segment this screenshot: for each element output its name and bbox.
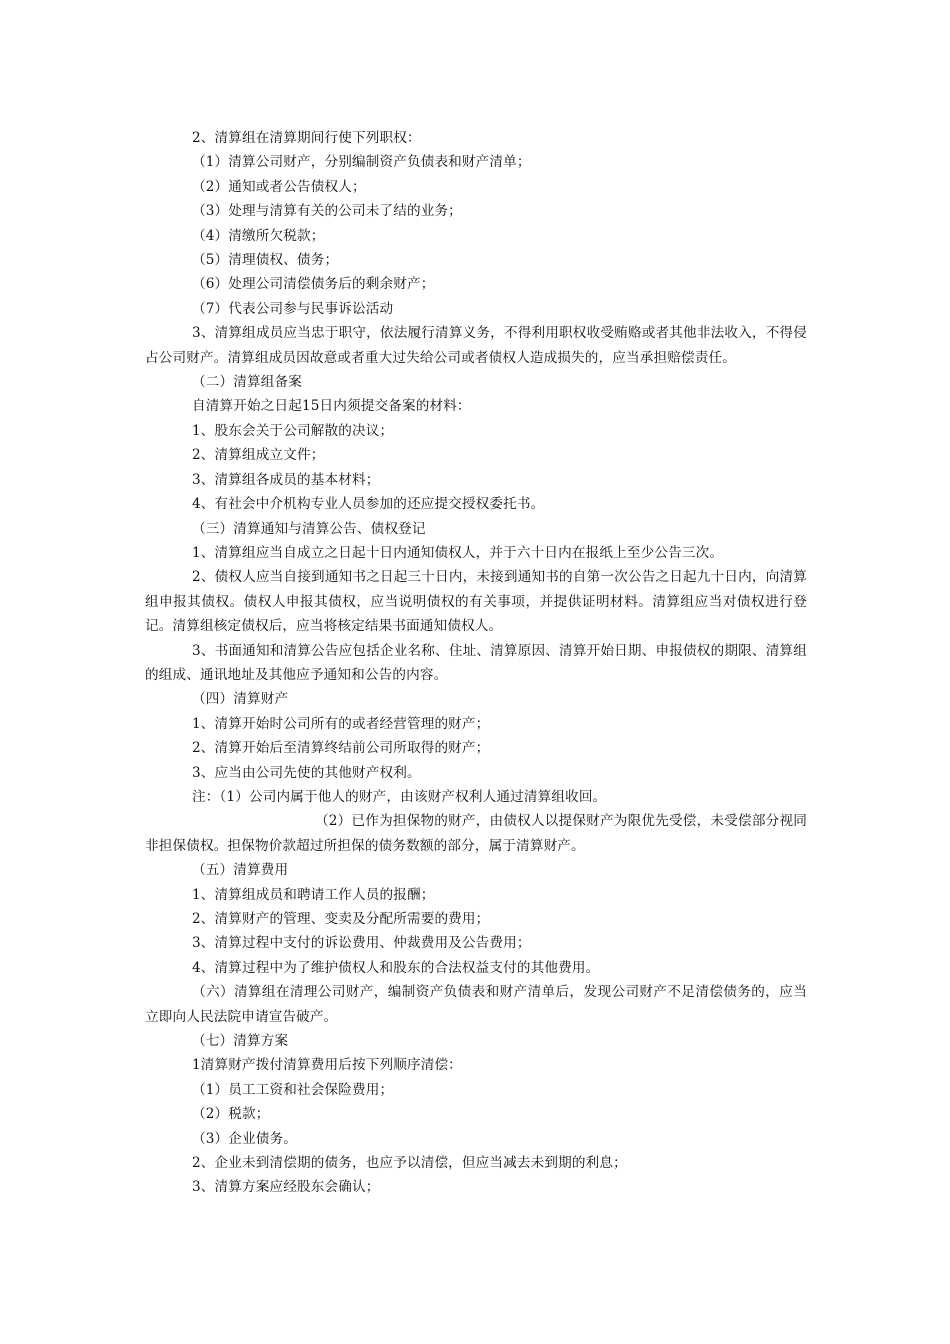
- list-item: 2、清算开始后至清算终结前公司所取得的财产；: [192, 740, 490, 757]
- section-heading: （二）清算组备案: [192, 374, 302, 391]
- section-heading: （三）清算通知与清算公告、债权登记: [192, 520, 426, 537]
- list-item: （2）通知或者公告债权人；: [192, 178, 366, 195]
- list-item: （4）清缴所欠税款；: [192, 227, 325, 244]
- paragraph: （六）清算组在清理公司财产，编制资产负债表和财产清单后，发现公司财产不足清偿债务的，应当立即向人民法院申请宣告破产。: [145, 984, 807, 1025]
- paragraph: 自清算开始之日起15日内须提交备案的材料：: [192, 398, 471, 415]
- list-item: 1、清算开始时公司所有的或者经营管理的财产；: [192, 715, 490, 732]
- list-item: （6）处理公司清偿债务后的剩余财产；: [192, 276, 435, 293]
- list-item: （1）清算公司财产，分别编制资产负债表和财产清单；: [192, 154, 531, 171]
- paragraph: 1清算财产拨付清算费用后按下列顺序清偿：: [192, 1057, 462, 1074]
- paragraph: 1、清算组应当自成立之日起十日内通知债权人，并于六十日内在报纸上至少公告三次。: [192, 544, 724, 561]
- list-item: 3、清算过程中支付的诉讼费用、仲裁费用及公告费用；: [192, 935, 531, 952]
- list-item: 2、清算组成立文件；: [192, 447, 325, 464]
- list-item: （1）员工工资和社会保险费用；: [192, 1081, 394, 1098]
- list-item: 3、应当由公司先使的其他财产权利。: [192, 764, 421, 781]
- list-item: 1、股东会关于公司解散的决议；: [192, 422, 394, 439]
- section-heading: （七）清算方案: [192, 1033, 289, 1050]
- list-item: （7）代表公司参与民事诉讼活动: [192, 300, 394, 317]
- list-item: 4、清算过程中为了维护债权人和股东的合法权益支付的其他费用。: [192, 959, 600, 976]
- note-continuation: （2）已作为担保物的财产，由债权人以提保财产为限优先受偿，未受偿部分视同非担保债权。担保物价款超过所担保的债务数额的部分，属于清算财产。: [145, 813, 807, 854]
- list-item: （5）清理债权、债务；: [192, 252, 339, 269]
- list-item: 1、清算组成员和聘请工作人员的报酬；: [192, 886, 435, 903]
- list-item: （3）处理与清算有关的公司未了结的业务；: [192, 203, 462, 220]
- list-item: 4、有社会中介机构专业人员参加的还应提交授权委托书。: [192, 496, 545, 513]
- document-body: [145, 126, 807, 1200]
- list-item: 2、清算财产的管理、变卖及分配所需要的费用；: [192, 911, 490, 927]
- note: 注：（1）公司内属于他人的财产，由该财产权利人通过清算组收回。: [192, 788, 607, 805]
- section-heading: （四）清算财产: [192, 691, 289, 708]
- paragraph: 2、企业未到清偿期的债务，也应予以清偿，但应当减去未到期的利息；: [192, 1155, 627, 1172]
- paragraph: 2、债权人应当自接到通知书之日起三十日内，未接到通知书的自第一次公告之日起九十日内，向清算组申报其债权。债权人申报其债权，应当说明债权的有关事项，并提供证明材料。清算组应当对债权进行登记。清算组核定债权后，应当将核定结果书面通知债权人。: [145, 569, 807, 635]
- list-item: 3、清算组各成员的基本材料；: [192, 471, 380, 488]
- section-heading: （五）清算费用: [192, 862, 289, 879]
- paragraph: 3、书面通知和清算公告应包括企业名称、住址、清算原因、清算开始日期、申报债权的期限、清算组的组成、通讯地址及其他应予通知和公告的内容。: [145, 642, 807, 683]
- paragraph: 2、清算组在清算期间行使下列职权：: [192, 130, 421, 146]
- paragraph: 3、清算方案应经股东会确认；: [192, 1179, 380, 1196]
- paragraph: 3、清算组成员应当忠于职守，依法履行清算义务，不得利用职权收受贿赂或者其他非法收入，不得侵占公司财产。清算组成员因故意或者重大过失给公司或者债权人造成损失的，应当承担赔偿责任。: [145, 325, 807, 366]
- list-item: （3）企业债务。: [192, 1130, 298, 1147]
- list-item: （2）税款；: [192, 1106, 270, 1123]
